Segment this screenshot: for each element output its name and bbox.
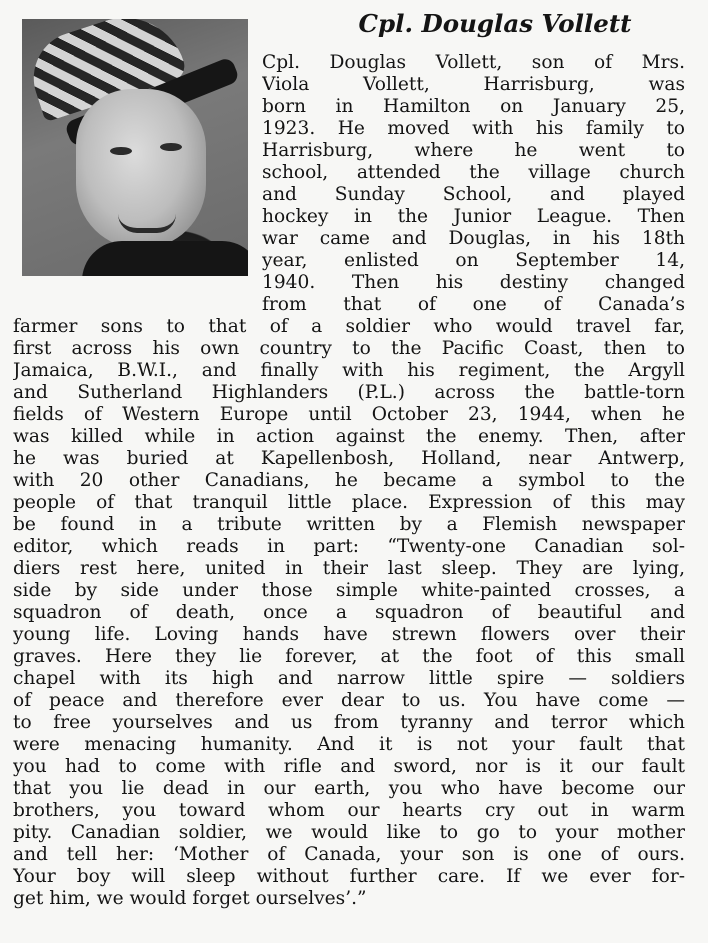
right-eye — [160, 143, 182, 151]
body-line: were menacing humanity. And it is not your fault that — [13, 734, 685, 755]
body-line: 1923. He moved with his family to — [262, 118, 685, 139]
body-line: Cpl. Douglas Vollett, son of Mrs. — [262, 52, 685, 73]
body-line: farmer sons to that of a soldier who would travel far, — [13, 316, 685, 337]
body-line: fields of Western Europe until October 23, 1944, when he — [13, 404, 685, 425]
body-line: first across his own country to the Pacific Coast, then to — [13, 338, 685, 359]
body-line: and Sutherland Highlanders (P.L.) across the battle-torn — [13, 382, 685, 403]
body-line: editor, which reads in part: “Twenty-one Canadian sol- — [13, 536, 685, 557]
body-line: of peace and therefore ever dear to us. You have come — — [13, 690, 685, 711]
body-line: pity. Canadian soldier, we would like to go to your mother — [13, 822, 685, 843]
body-line: brothers, you toward whom our hearts cry out in warm — [13, 800, 685, 821]
body-line: year, enlisted on September 14, — [262, 250, 685, 271]
body-line: be found in a tribute written by a Flemish newspaper — [13, 514, 685, 535]
body-line: Jamaica, B.W.I., and finally with his regiment, the Argyll — [13, 360, 685, 381]
body-line: that you lie dead in our earth, you who have become our — [13, 778, 685, 799]
uniform-collar — [82, 241, 248, 276]
body-line: war came and Douglas, in his 18th — [262, 228, 685, 249]
article-title: Cpl. Douglas Vollett — [358, 9, 632, 38]
body-line: you had to come with rifle and sword, nor is it our fault — [13, 756, 685, 777]
body-line: and Sunday School, and played — [262, 184, 685, 205]
body-line: squadron of death, once a squadron of beautiful and — [13, 602, 685, 623]
body-line: chapel with its high and narrow little spire — soldiers — [13, 668, 685, 689]
body-line: Your boy will sleep without further care. If we ever for- — [13, 866, 685, 887]
body-line: he was buried at Kapellenbosh, Holland, near Antwerp, — [13, 448, 685, 469]
body-line: diers rest here, united in their last sleep. They are lying, — [13, 558, 685, 579]
body-line: born in Hamilton on January 25, — [262, 96, 685, 117]
body-line: school, attended the village church — [262, 162, 685, 183]
body-line: young life. Loving hands have strewn flowers over their — [13, 624, 685, 645]
body-line: with 20 other Canadians, he became a symbol to the — [13, 470, 685, 491]
body-line: Harrisburg, where he went to — [262, 140, 685, 161]
body-line: from that of one of Canada’s — [262, 294, 685, 315]
body-line: Viola Vollett, Harrisburg, was — [262, 74, 685, 95]
body-line: and tell her: ‘Mother of Canada, your son is one of ours. — [13, 844, 685, 865]
body-line: get him, we would forget ourselves’.” — [13, 888, 367, 909]
body-line: people of that tranquil little place. Expression of this may — [13, 492, 685, 513]
body-line: was killed while in action against the enemy. Then, after — [13, 426, 685, 447]
body-line: graves. Here they lie forever, at the foot of this small — [13, 646, 685, 667]
portrait-photo — [22, 19, 248, 276]
left-eye — [110, 147, 132, 155]
body-line: to free yourselves and us from tyranny and terror which — [13, 712, 685, 733]
body-line: hockey in the Junior League. Then — [262, 206, 685, 227]
body-line: 1940. Then his destiny changed — [262, 272, 685, 293]
body-line: side by side under those simple white-painted crosses, a — [13, 580, 685, 601]
